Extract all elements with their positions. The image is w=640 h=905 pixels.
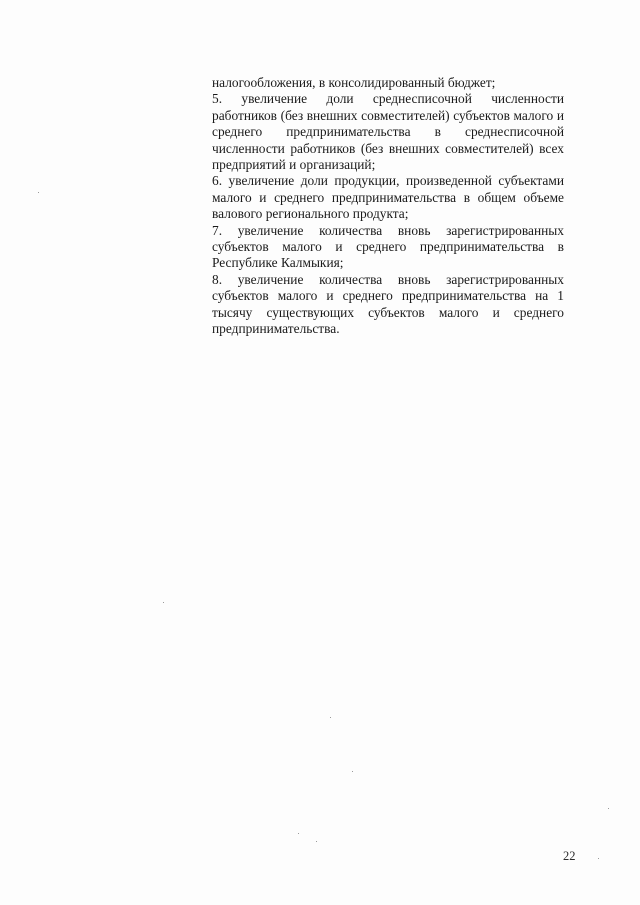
- scan-speck: [298, 833, 299, 834]
- page-number: 22: [563, 849, 576, 863]
- scan-speck: [608, 808, 609, 809]
- list-item-6: 6. увеличение доли продукции, произведенной субъектами малого и среднего предпринимательства в общем объеме валового регионального продукта;: [212, 173, 564, 222]
- scan-speck: [598, 858, 599, 859]
- scan-speck: [352, 771, 353, 772]
- scan-speck: [38, 192, 39, 193]
- body-text: [212, 75, 564, 338]
- scan-speck: [330, 717, 331, 718]
- scan-speck: [163, 602, 164, 603]
- list-item-5: 5. увеличение доли среднесписочной численности работников (без внешних совместителей) субъектов малого и среднего предпринимательства в среднесписочной численности работников (без внешних совместителей) всех предприятий и организаций;: [212, 91, 564, 173]
- list-item-8: 8. увеличение количества вновь зарегистрированных субъектов малого и среднего предпринимательства на 1 тысячу существующих субъектов малого и среднего предпринимательства.: [212, 271, 564, 337]
- scan-speck: [316, 841, 317, 842]
- paragraph-continuation: налогообложения, в консолидированный бюджет;: [212, 75, 496, 90]
- list-item-7: 7. увеличение количества вновь зарегистрированных субъектов малого и среднего предпринимательства в Республике Калмыкия;: [212, 222, 564, 271]
